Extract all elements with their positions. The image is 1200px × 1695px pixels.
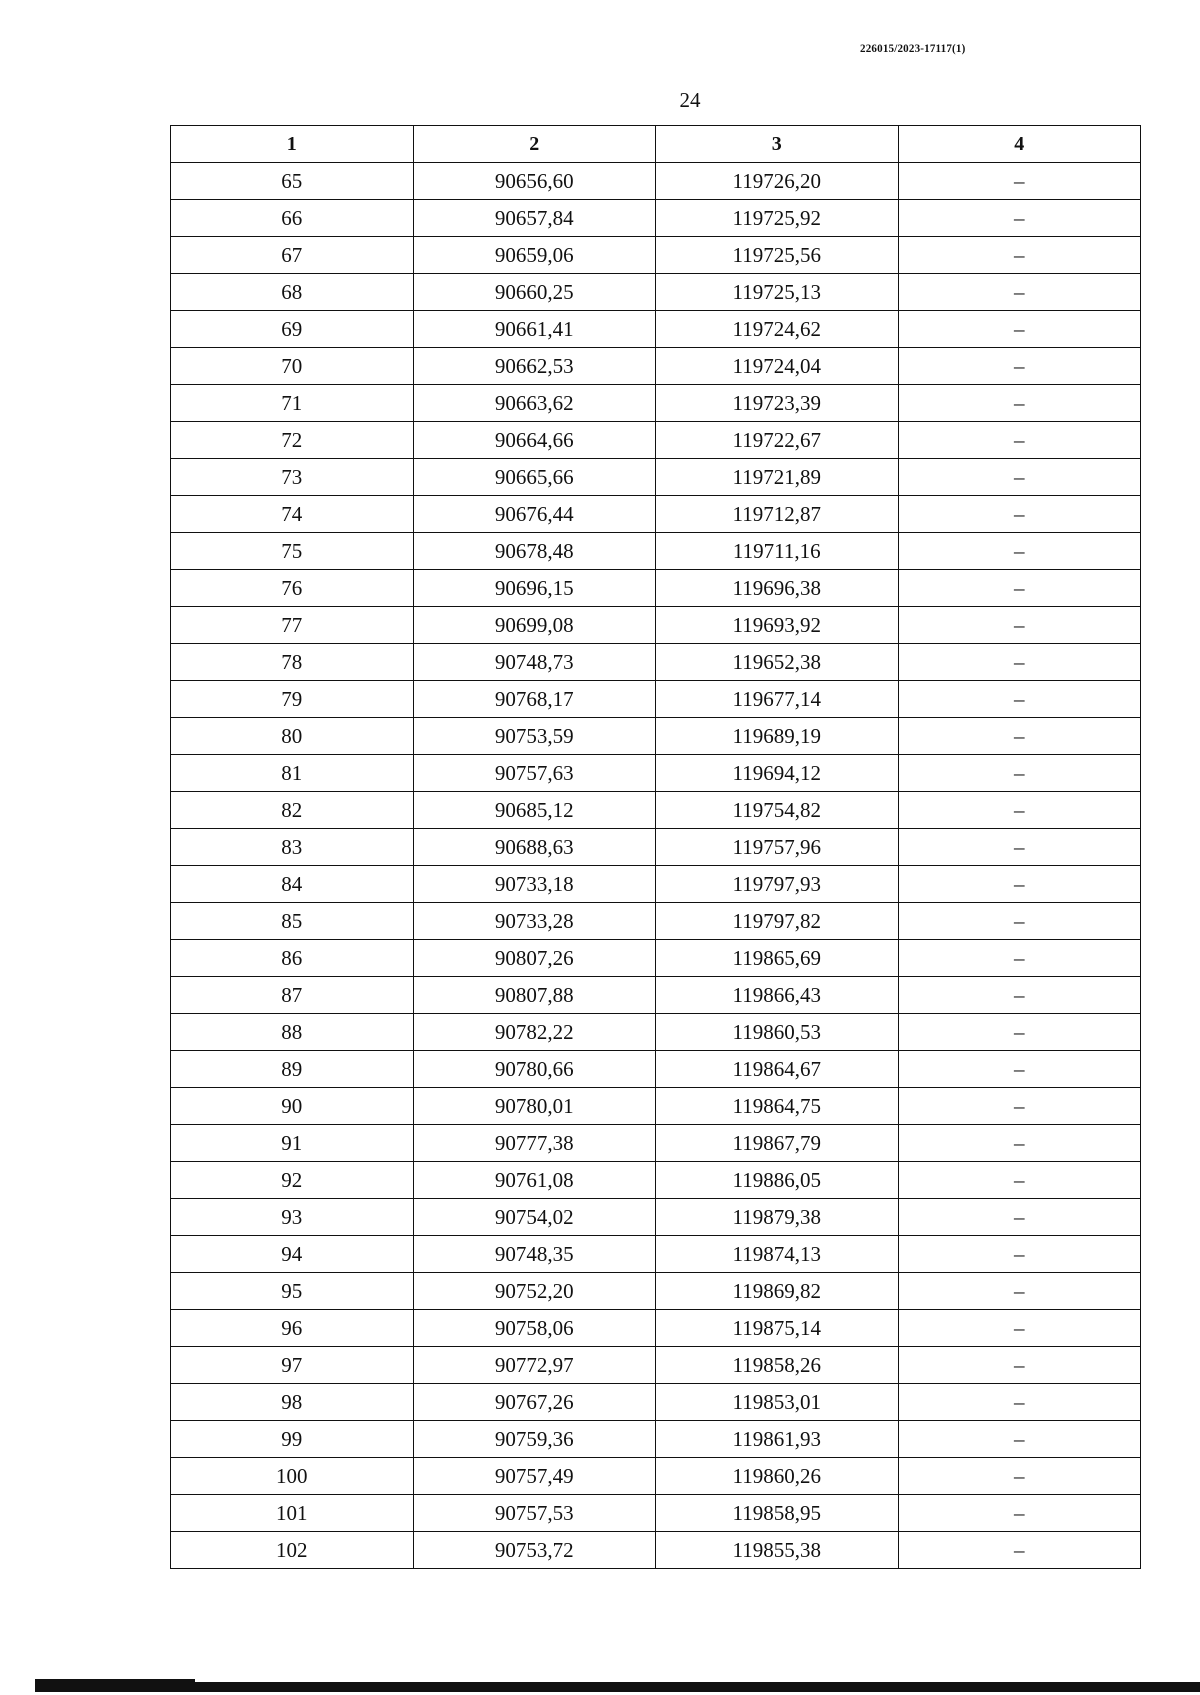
table-row (171, 570, 1141, 607)
table-row (171, 163, 1141, 200)
note-cell: – (898, 644, 1141, 681)
point-number-cell: 86 (171, 940, 414, 977)
table-row (171, 1421, 1141, 1458)
table-row (171, 1162, 1141, 1199)
x-coordinate-cell: 90688,63 (413, 829, 656, 866)
x-coordinate-cell: 90772,97 (413, 1347, 656, 1384)
point-number-cell: 75 (171, 533, 414, 570)
x-coordinate-cell: 90782,22 (413, 1014, 656, 1051)
table-row (171, 1495, 1141, 1532)
note-cell: – (898, 940, 1141, 977)
y-coordinate-cell: 119879,38 (656, 1199, 899, 1236)
y-coordinate-cell: 119858,26 (656, 1347, 899, 1384)
note-cell: – (898, 1384, 1141, 1421)
note-cell: – (898, 1273, 1141, 1310)
point-number-cell: 85 (171, 903, 414, 940)
table-row (171, 1384, 1141, 1421)
y-coordinate-cell: 119860,53 (656, 1014, 899, 1051)
table-row (171, 644, 1141, 681)
note-cell: – (898, 200, 1141, 237)
y-coordinate-cell: 119797,93 (656, 866, 899, 903)
table-row (171, 940, 1141, 977)
note-cell: – (898, 1532, 1141, 1569)
note-cell: – (898, 1014, 1141, 1051)
x-coordinate-cell: 90761,08 (413, 1162, 656, 1199)
point-number-cell: 87 (171, 977, 414, 1014)
point-number-cell: 96 (171, 1310, 414, 1347)
y-coordinate-cell: 119722,67 (656, 422, 899, 459)
point-number-cell: 94 (171, 1236, 414, 1273)
y-coordinate-cell: 119867,79 (656, 1125, 899, 1162)
y-coordinate-cell: 119866,43 (656, 977, 899, 1014)
note-cell: – (898, 977, 1141, 1014)
x-coordinate-cell: 90780,66 (413, 1051, 656, 1088)
point-number-cell: 79 (171, 681, 414, 718)
x-coordinate-cell: 90696,15 (413, 570, 656, 607)
point-number-cell: 76 (171, 570, 414, 607)
scan-edge-bar (35, 1682, 1200, 1692)
point-number-cell: 102 (171, 1532, 414, 1569)
x-coordinate-cell: 90661,41 (413, 311, 656, 348)
table-row (171, 1532, 1141, 1569)
table-row (171, 1125, 1141, 1162)
column-header: 2 (413, 126, 656, 163)
y-coordinate-cell: 119724,04 (656, 348, 899, 385)
point-number-cell: 97 (171, 1347, 414, 1384)
coordinates-table (170, 125, 1141, 1569)
x-coordinate-cell: 90685,12 (413, 792, 656, 829)
point-number-cell: 91 (171, 1125, 414, 1162)
x-coordinate-cell: 90757,49 (413, 1458, 656, 1495)
y-coordinate-cell: 119711,16 (656, 533, 899, 570)
x-coordinate-cell: 90664,66 (413, 422, 656, 459)
y-coordinate-cell: 119754,82 (656, 792, 899, 829)
note-cell: – (898, 1421, 1141, 1458)
column-header: 1 (171, 126, 414, 163)
y-coordinate-cell: 119724,62 (656, 311, 899, 348)
note-cell: – (898, 1051, 1141, 1088)
x-coordinate-cell: 90757,53 (413, 1495, 656, 1532)
table-header-row (171, 126, 1141, 163)
table-row (171, 1051, 1141, 1088)
x-coordinate-cell: 90660,25 (413, 274, 656, 311)
point-number-cell: 68 (171, 274, 414, 311)
y-coordinate-cell: 119696,38 (656, 570, 899, 607)
table-row (171, 311, 1141, 348)
point-number-cell: 82 (171, 792, 414, 829)
table-body (171, 163, 1141, 1569)
x-coordinate-cell: 90757,63 (413, 755, 656, 792)
table-row (171, 718, 1141, 755)
y-coordinate-cell: 119652,38 (656, 644, 899, 681)
x-coordinate-cell: 90807,26 (413, 940, 656, 977)
note-cell: – (898, 533, 1141, 570)
x-coordinate-cell: 90657,84 (413, 200, 656, 237)
y-coordinate-cell: 119712,87 (656, 496, 899, 533)
point-number-cell: 72 (171, 422, 414, 459)
y-coordinate-cell: 119861,93 (656, 1421, 899, 1458)
x-coordinate-cell: 90656,60 (413, 163, 656, 200)
table-row (171, 1458, 1141, 1495)
note-cell: – (898, 903, 1141, 940)
note-cell: – (898, 1088, 1141, 1125)
x-coordinate-cell: 90777,38 (413, 1125, 656, 1162)
x-coordinate-cell: 90733,18 (413, 866, 656, 903)
column-header: 4 (898, 126, 1141, 163)
y-coordinate-cell: 119853,01 (656, 1384, 899, 1421)
note-cell: – (898, 1310, 1141, 1347)
x-coordinate-cell: 90768,17 (413, 681, 656, 718)
note-cell: – (898, 866, 1141, 903)
x-coordinate-cell: 90665,66 (413, 459, 656, 496)
x-coordinate-cell: 90699,08 (413, 607, 656, 644)
point-number-cell: 88 (171, 1014, 414, 1051)
note-cell: – (898, 681, 1141, 718)
table-row (171, 200, 1141, 237)
x-coordinate-cell: 90758,06 (413, 1310, 656, 1347)
y-coordinate-cell: 119874,13 (656, 1236, 899, 1273)
y-coordinate-cell: 119858,95 (656, 1495, 899, 1532)
x-coordinate-cell: 90676,44 (413, 496, 656, 533)
x-coordinate-cell: 90753,59 (413, 718, 656, 755)
x-coordinate-cell: 90659,06 (413, 237, 656, 274)
note-cell: – (898, 570, 1141, 607)
note-cell: – (898, 792, 1141, 829)
y-coordinate-cell: 119875,14 (656, 1310, 899, 1347)
point-number-cell: 92 (171, 1162, 414, 1199)
table-row (171, 1273, 1141, 1310)
x-coordinate-cell: 90780,01 (413, 1088, 656, 1125)
x-coordinate-cell: 90748,35 (413, 1236, 656, 1273)
table-row (171, 792, 1141, 829)
note-cell: – (898, 1162, 1141, 1199)
note-cell: – (898, 385, 1141, 422)
y-coordinate-cell: 119855,38 (656, 1532, 899, 1569)
point-number-cell: 73 (171, 459, 414, 496)
point-number-cell: 77 (171, 607, 414, 644)
note-cell: – (898, 1125, 1141, 1162)
point-number-cell: 67 (171, 237, 414, 274)
point-number-cell: 83 (171, 829, 414, 866)
x-coordinate-cell: 90767,26 (413, 1384, 656, 1421)
table-row (171, 422, 1141, 459)
point-number-cell: 100 (171, 1458, 414, 1495)
x-coordinate-cell: 90752,20 (413, 1273, 656, 1310)
x-coordinate-cell: 90662,53 (413, 348, 656, 385)
y-coordinate-cell: 119797,82 (656, 903, 899, 940)
table-row (171, 755, 1141, 792)
y-coordinate-cell: 119725,92 (656, 200, 899, 237)
table-row (171, 1199, 1141, 1236)
note-cell: – (898, 311, 1141, 348)
note-cell: – (898, 1458, 1141, 1495)
note-cell: – (898, 1199, 1141, 1236)
y-coordinate-cell: 119869,82 (656, 1273, 899, 1310)
table-row (171, 533, 1141, 570)
y-coordinate-cell: 119725,56 (656, 237, 899, 274)
document-id: 226015/2023-17117(1) (860, 41, 966, 55)
table-row (171, 977, 1141, 1014)
point-number-cell: 84 (171, 866, 414, 903)
y-coordinate-cell: 119886,05 (656, 1162, 899, 1199)
table-row (171, 496, 1141, 533)
y-coordinate-cell: 119725,13 (656, 274, 899, 311)
note-cell: – (898, 496, 1141, 533)
table-row (171, 237, 1141, 274)
point-number-cell: 78 (171, 644, 414, 681)
x-coordinate-cell: 90754,02 (413, 1199, 656, 1236)
note-cell: – (898, 829, 1141, 866)
point-number-cell: 99 (171, 1421, 414, 1458)
note-cell: – (898, 237, 1141, 274)
page-number: 24 (679, 88, 701, 112)
point-number-cell: 71 (171, 385, 414, 422)
y-coordinate-cell: 119864,67 (656, 1051, 899, 1088)
y-coordinate-cell: 119689,19 (656, 718, 899, 755)
x-coordinate-cell: 90733,28 (413, 903, 656, 940)
point-number-cell: 101 (171, 1495, 414, 1532)
y-coordinate-cell: 119693,92 (656, 607, 899, 644)
y-coordinate-cell: 119726,20 (656, 163, 899, 200)
table-row (171, 274, 1141, 311)
note-cell: – (898, 348, 1141, 385)
table-row (171, 348, 1141, 385)
note-cell: – (898, 607, 1141, 644)
note-cell: – (898, 274, 1141, 311)
point-number-cell: 66 (171, 200, 414, 237)
x-coordinate-cell: 90753,72 (413, 1532, 656, 1569)
point-number-cell: 65 (171, 163, 414, 200)
note-cell: – (898, 1495, 1141, 1532)
y-coordinate-cell: 119677,14 (656, 681, 899, 718)
point-number-cell: 69 (171, 311, 414, 348)
point-number-cell: 95 (171, 1273, 414, 1310)
y-coordinate-cell: 119694,12 (656, 755, 899, 792)
note-cell: – (898, 459, 1141, 496)
x-coordinate-cell: 90678,48 (413, 533, 656, 570)
point-number-cell: 93 (171, 1199, 414, 1236)
column-header: 3 (656, 126, 899, 163)
note-cell: – (898, 1236, 1141, 1273)
table-row (171, 1347, 1141, 1384)
table-row (171, 1236, 1141, 1273)
note-cell: – (898, 422, 1141, 459)
point-number-cell: 98 (171, 1384, 414, 1421)
table-row (171, 681, 1141, 718)
y-coordinate-cell: 119721,89 (656, 459, 899, 496)
x-coordinate-cell: 90759,36 (413, 1421, 656, 1458)
x-coordinate-cell: 90748,73 (413, 644, 656, 681)
x-coordinate-cell: 90663,62 (413, 385, 656, 422)
y-coordinate-cell: 119757,96 (656, 829, 899, 866)
table-row (171, 385, 1141, 422)
table-row (171, 459, 1141, 496)
note-cell: – (898, 163, 1141, 200)
point-number-cell: 80 (171, 718, 414, 755)
y-coordinate-cell: 119860,26 (656, 1458, 899, 1495)
table-row (171, 866, 1141, 903)
table-row (171, 607, 1141, 644)
x-coordinate-cell: 90807,88 (413, 977, 656, 1014)
table-row (171, 1310, 1141, 1347)
point-number-cell: 90 (171, 1088, 414, 1125)
table-row (171, 903, 1141, 940)
y-coordinate-cell: 119723,39 (656, 385, 899, 422)
note-cell: – (898, 1347, 1141, 1384)
y-coordinate-cell: 119864,75 (656, 1088, 899, 1125)
point-number-cell: 74 (171, 496, 414, 533)
table-row (171, 1014, 1141, 1051)
y-coordinate-cell: 119865,69 (656, 940, 899, 977)
point-number-cell: 70 (171, 348, 414, 385)
point-number-cell: 81 (171, 755, 414, 792)
note-cell: – (898, 718, 1141, 755)
table-row (171, 1088, 1141, 1125)
point-number-cell: 89 (171, 1051, 414, 1088)
note-cell: – (898, 755, 1141, 792)
table-row (171, 829, 1141, 866)
